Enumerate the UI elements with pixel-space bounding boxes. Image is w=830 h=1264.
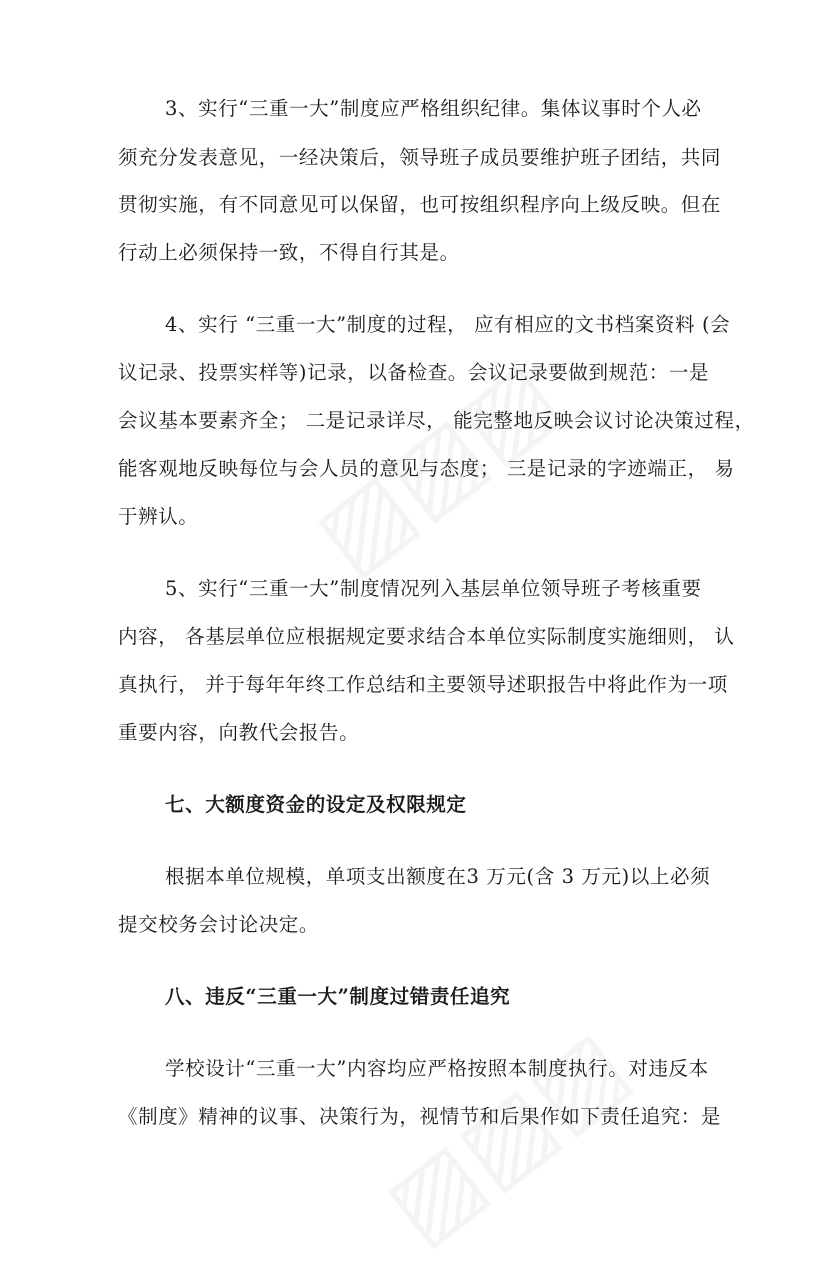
paragraph-4-line-1: 4、实行 “三重一大”制度的过程， 应有相应的文书档案资料 (会 (165, 313, 731, 336)
section-8-line-2: 《制度》精神的议事、决策行为，视情节和后果作如下责任追究：是 (118, 1105, 722, 1128)
paragraph-3-line-4: 行动上必须保持一致，不得自行其是。 (118, 241, 460, 264)
paragraph-3-line-3: 贯彻实施，有不同意见可以保留，也可按组织程序向上级反映。但在 (118, 193, 722, 216)
section-8-line-1: 学校设计“三重一大”内容均应严格按照本制度执行。对违反本 (165, 1057, 709, 1080)
watermark-mark (364, 1008, 647, 1264)
paragraph-5-line-2: 内容， 各基层单位应根据规定要求结合本单位实际制度实施细则， 认 (118, 625, 735, 648)
paragraph-3-line-1: 3、实行“三重一大”制度应严格组织纪律。集体议事时个人必 (165, 97, 702, 120)
paragraph-4-line-4: 能客观地反映每位与会人员的意见与态度； 三是记录的字迹端正， 易 (118, 457, 735, 480)
section-7-line-1: 根据本单位规模，单项支出额度在3 万元(含 3 万元)以上必须 (165, 865, 711, 888)
paragraph-4-line-3: 会议基本要素齐全； 二是记录详尽， 能完整地反映会议讨论决策过程， (118, 409, 755, 432)
section-7-heading: 七、大额度资金的设定及权限规定 (165, 793, 467, 816)
paragraph-4-line-5: 于辨认。 (118, 505, 199, 528)
paragraph-4-line-2: 议记录、投票实样等)记录，以备检查。会议记录要做到规范：一是 (118, 361, 710, 384)
paragraph-5-line-3: 真执行， 并于每年年终工作总结和主要领导述职报告中将此作为一项 (118, 673, 728, 696)
paragraph-3-line-2: 须充分发表意见，一经决策后，领导班子成员要维护班子团结，共同 (118, 146, 722, 169)
section-7-line-2: 提交校务会讨论决定。 (118, 913, 320, 936)
section-8-heading: 八、违反“三重一大”制度过错责任追究 (165, 985, 511, 1008)
paragraph-5-line-4: 重要内容，向教代会报告。 (118, 721, 360, 744)
paragraph-5-line-1: 5、实行“三重一大”制度情况列入基层单位领导班子考核重要 (165, 577, 702, 600)
